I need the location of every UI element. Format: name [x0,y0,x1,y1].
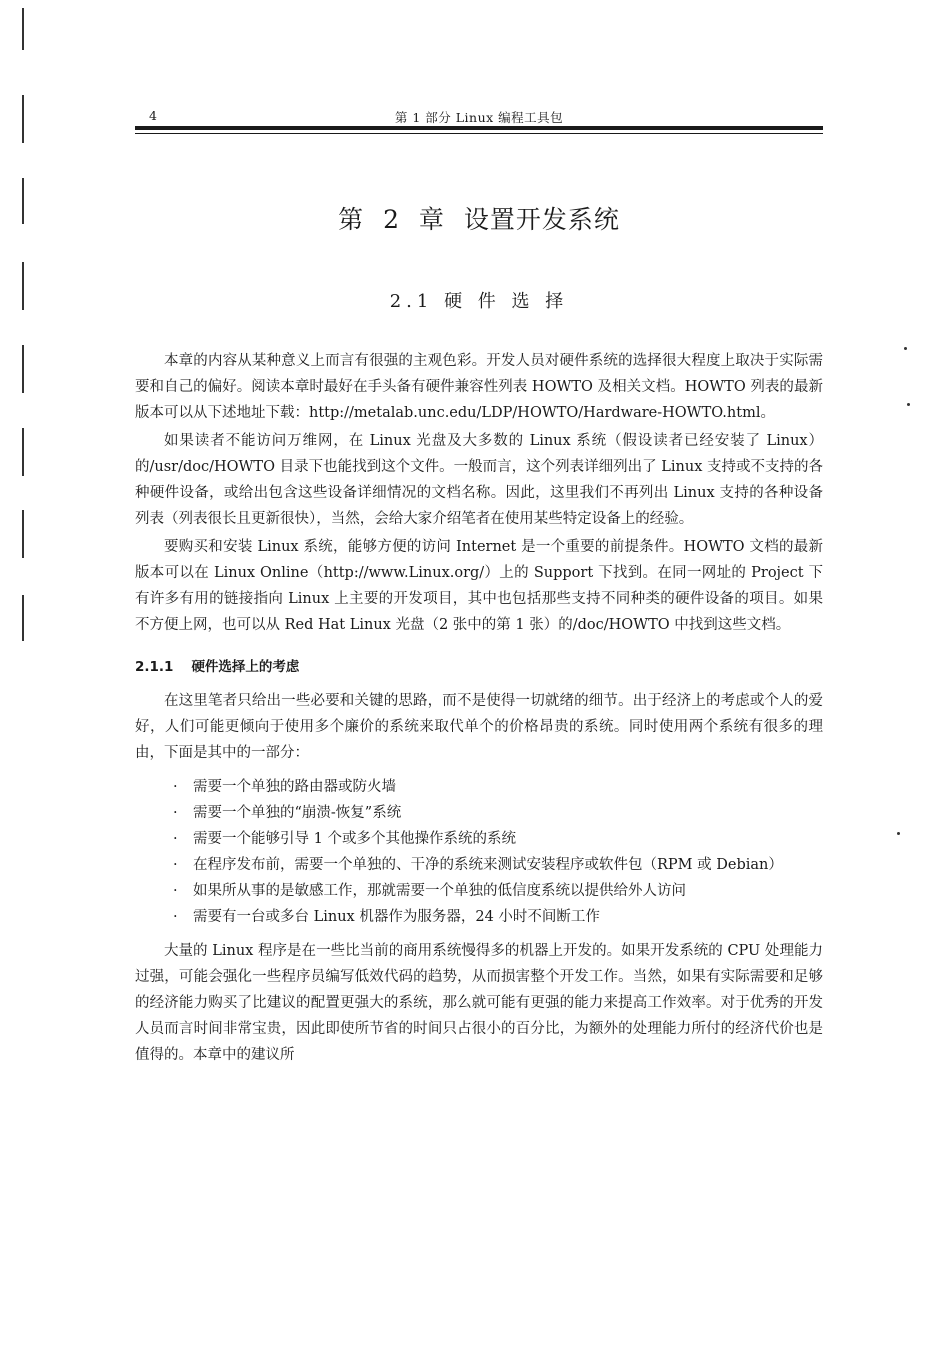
binding-mark [22,262,24,310]
bullet-icon: · [173,805,178,821]
list-item: · 需要一个能够引导 1 个或多个其他操作系统的系统 [173,826,823,852]
page-number: 4 [149,108,157,123]
section-title: 2.1 硬 件 选 择 [389,291,569,312]
paragraph: 如果读者不能访问万维网，在 Linux 光盘及大多数的 Linux 系统（假设读者已经安装了 Linux）的/usr/doc/HOWTO 目录下也能找到这个文件。一般而言，这个列表详细列出了 Linux 支持或不支持的各种硬件设备，或给出包含这些设备详细情况的文档名称。因此，这里我们不再列出 Linux 支持的各种设备列表（列表很长且更新很快），当然，会给大家介绍笔者在使用某些特定设备上的经验。 [135,433,823,527]
bullet-icon: · [173,857,178,873]
scan-speck [897,832,900,835]
list-item: · 如果所从事的是敏感工作，那就需要一个单独的低信度系统以提供给外人访问 [173,878,823,904]
binding-mark [22,510,24,558]
binding-mark [22,428,24,476]
running-header [135,106,823,126]
paragraph: 本章的内容从某种意义上而言有很强的主观色彩。开发人员对硬件系统的选择很大程度上取决于实际需要和自己的偏好。阅读本章时最好在手头备有硬件兼容性列表 HOWTO 及相关文档。HOWTO 列表的最新版本可以从下述地址下载：http://metalab.unc.edu/LDP/HOWTO/Hardware-HOWTO.html。 [135,353,823,421]
bullet-icon: · [173,909,178,925]
binding-mark [22,8,24,50]
bullet-icon: · [173,779,178,795]
list-item: · 在程序发布前，需要一个单独的、干净的系统来测试安装程序或软件包（RPM 或 Debian） [173,852,823,878]
list-item: · 需要有一台或多台 Linux 机器作为服务器，24 小时不间断工作 [173,904,823,930]
header-rule-thick [135,126,823,130]
bullet-list [135,774,823,930]
binding-mark [22,595,24,641]
subsection-title: 硬件选择上的考虑 [191,659,300,675]
scan-speck [904,347,907,350]
list-item: · 需要一个单独的路由器或防火墙 [173,774,823,800]
bullet-icon: · [173,883,178,899]
binding-mark [22,95,24,143]
list-item: · 需要一个单独的“崩溃-恢复”系统 [173,800,823,826]
binding-mark [22,345,24,393]
running-title: 第 1 部分 Linux 编程工具包 [394,110,564,125]
paragraph: 在这里笔者只给出一些必要和关键的思路，而不是使得一切就绪的细节。出于经济上的考虑或个人的爱好，人们可能更倾向于使用多个廉价的系统来取代单个的价格昂贵的系统。同时使用两个系统有很多的理由，下面是其中的一部分： [135,693,823,761]
bullet-icon: · [173,831,178,847]
subsection-number: 2.1.1 [135,659,174,675]
chapter-title: 第 2 章 设置开发系统 [338,205,620,234]
subsection-heading [135,654,823,680]
binding-mark [22,178,24,224]
scan-speck [907,403,910,406]
paragraph: 大量的 Linux 程序是在一些比当前的商用系统慢得多的机器上开发的。如果开发系统的 CPU 处理能力过强，可能会强化一些程序员编写低效代码的趋势，从而损害整个开发工作。当然，如果有实际需要和足够的经济能力购买了比建议的配置更强大的系统，那么就可能有更强的能力来提高工作效率。对于优秀的开发人员而言时间非常宝贵，因此即使所节省的时间只占很小的百分比，为额外的处理能力所付的经济代价也是值得的。本章中的建议所 [135,943,823,1063]
header-rule-thin [135,133,823,134]
paragraph: 要购买和安装 Linux 系统，能够方便的访问 Internet 是一个重要的前提条件。HOWTO 文档的最新版本可以在 Linux Online（http://www.Linux.org/）上的 Support 下找到。在同一网址的 Project 下有许多有用的链接指向 Linux 上主要的开发项目，其中也包括那些支持不同种类的硬件设备的项目。如果不方便上网，也可以从 Red Hat Linux 光盘（2 张中的第 1 张）的/doc/HOWTO 中找到这些文档。 [135,539,823,633]
body-text [135,348,823,1068]
